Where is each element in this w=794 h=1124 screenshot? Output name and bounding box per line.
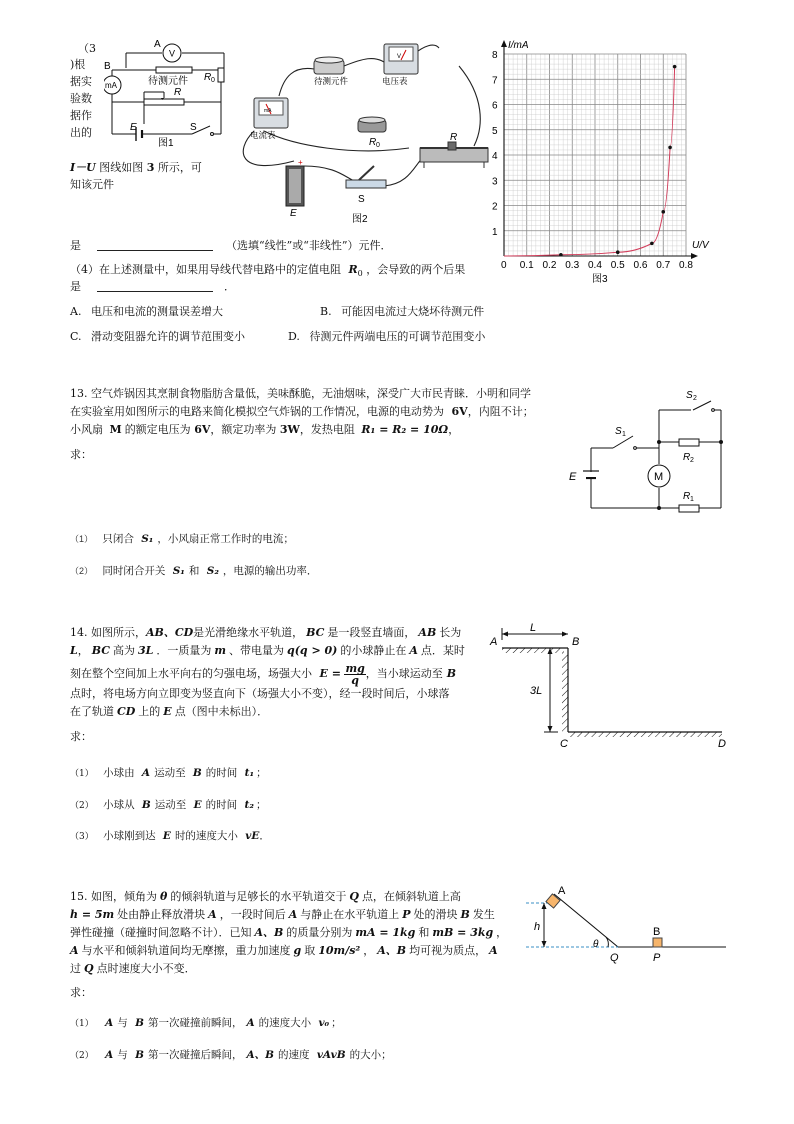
q12-fig1-r-label: R	[174, 87, 182, 98]
q15-text: ，一段时间后	[219, 908, 286, 921]
q12-fig1-b-label: B	[104, 61, 111, 72]
q14-text: 是一段竖直墙面，	[327, 626, 416, 639]
x-tick-label: 0.6	[633, 260, 648, 271]
q14-text: ，当小球运动至	[365, 667, 443, 680]
sub-sym: E	[162, 830, 171, 842]
sub-text: 小球由	[103, 767, 135, 779]
q13-fig-s1-sub: 1	[622, 431, 626, 438]
q14-text: 在了轨道	[70, 705, 114, 718]
iu-curve	[504, 67, 675, 256]
sub-symbol: S₁	[172, 565, 185, 577]
chart-caption: 图3	[592, 274, 608, 285]
q15-sym: Q	[84, 962, 94, 975]
q12-fig2-s-label: S	[358, 194, 365, 205]
q14-track-figure	[486, 616, 736, 752]
q15-text: 与静止在水平轨道上	[300, 908, 400, 921]
option-key: A.	[70, 305, 82, 318]
q12-fig1-caption: 图1	[158, 138, 174, 148]
sub-sym: A、B	[246, 1049, 274, 1061]
q14-sub3	[70, 827, 270, 846]
q12-shi: 是	[70, 239, 81, 252]
sub-number: （3）	[70, 832, 94, 842]
sub-text: 与	[117, 1017, 128, 1029]
q15-line1	[70, 888, 461, 906]
q12-fig2-r-label: R	[450, 132, 458, 143]
y-tick-label: 2	[492, 201, 498, 213]
sub-text: 的大小；	[349, 1049, 392, 1061]
sub-number: （1）	[70, 1019, 94, 1029]
q13-fig-s1-label: S	[615, 426, 622, 437]
q15-text: 均可视为质点，	[409, 944, 487, 957]
q15-text: 和	[418, 926, 430, 939]
x-tick-label: 0.4	[588, 260, 602, 271]
q15-text: 弹性碰撞（碰撞时间忽略不计）．已知	[70, 926, 252, 939]
sub-sym: A	[141, 767, 151, 779]
q15-fig-h-label: h	[534, 921, 541, 933]
sub-mid: 和	[188, 565, 200, 577]
q13-line1: 13. 空气炸锅因其烹制食物脂肪含量低，美味酥脆，无油烟味，深受广大市民青睐．小明和同学	[70, 387, 531, 400]
q12-fig1-element-label: 待测元件	[148, 76, 188, 87]
q14-fig-c-label: C	[560, 738, 568, 750]
x-tick-label: 0.3	[565, 260, 580, 271]
sub-text: 小球刚到达	[103, 830, 156, 842]
q14-sym: q(q > 0)	[287, 644, 338, 657]
q13-rated-v: 6V	[194, 423, 211, 436]
q15-line3	[70, 924, 507, 942]
q12-option-c[interactable]	[70, 328, 245, 346]
option-text: 电压和电流的测量误差增大	[90, 305, 223, 318]
q12-fig2-voltmeter-label: 电压表	[382, 76, 408, 86]
q12-part4-end: ．	[224, 280, 235, 293]
q13-fan-m: M	[109, 423, 122, 436]
sub-text: 的速度大小	[258, 1017, 312, 1029]
q14-line4: 点时，将电场方向立即变为竖直向下（场强大小不变），经一段时间后，小球落	[70, 687, 450, 700]
q14-text: 长为	[439, 626, 462, 639]
q15-fig-a-label: A	[558, 886, 566, 897]
q12-fig2-r0-label: R	[369, 137, 377, 148]
q14-line2	[70, 642, 465, 660]
q13-fig-r2-label: R	[683, 452, 691, 463]
q12-fig1-r0-sub: 0	[211, 77, 215, 84]
sub-text: ；	[331, 1017, 342, 1029]
q15-sym: A、B	[377, 944, 407, 957]
sub-number: （2）	[70, 801, 94, 811]
q14-text: 点．某时	[420, 644, 465, 657]
sub-text: 运动至	[154, 799, 187, 811]
sub-number: （1）	[70, 534, 94, 544]
q14-text: 上的	[138, 705, 161, 718]
sub-sym: t₂	[244, 799, 254, 811]
sub-text: 的时间	[205, 799, 238, 811]
q12-fig1-ma-label: mA	[105, 81, 117, 90]
q12-shi-line	[70, 237, 392, 255]
q15-incline-figure	[526, 886, 730, 966]
q13-fig-s2-label: S	[686, 390, 693, 401]
option-text: 待测元件两端电压的可调节范围变小	[309, 330, 486, 343]
q15-text: ，	[496, 926, 508, 939]
q14-sym: CD	[117, 705, 136, 718]
sub-text: 只闭合	[102, 533, 134, 545]
q14-line3	[70, 662, 456, 686]
q13-fig-r1-sub: 1	[690, 496, 694, 503]
sub-sym: B	[135, 1049, 144, 1061]
fig2-rheostat-icon	[420, 142, 488, 168]
fig2-voltmeter-icon	[384, 44, 418, 74]
q13-fig-m-label: M	[654, 471, 664, 483]
q14-fig-a-label: A	[490, 636, 498, 648]
q12-fig1-a-label: A	[154, 39, 161, 50]
q13-line2-text: 在实验室用如图所示的电路来简化模拟空气炸锅的工作情况，电源的电动势为	[70, 405, 444, 418]
q13-heat-pre: ，发热电阻	[299, 423, 355, 436]
y-tick-label: 8	[492, 50, 498, 61]
q14-text: 高为	[113, 644, 135, 657]
sub-text: 小球从	[103, 799, 135, 811]
q13-fig-r1-label: R	[683, 491, 691, 502]
q12-fig1-r0-label: R	[204, 72, 212, 83]
q14-text: ，	[77, 644, 89, 657]
q15-line5	[70, 960, 196, 978]
y-tick-label: 6	[492, 100, 498, 112]
sub-sym: A	[105, 1017, 114, 1029]
q15-sym: A、B	[254, 926, 284, 939]
sub-sym: vAvB	[316, 1049, 346, 1061]
svg-text:+: +	[298, 158, 303, 167]
q12-figure1-circuit	[104, 36, 234, 148]
q15-text: ，	[363, 944, 375, 957]
q14-text: 是光滑绝缘水平轨道，	[193, 626, 304, 639]
q14-text: 点（图中未标出）．	[174, 705, 269, 718]
q12-fig2-r0-sub: 0	[376, 142, 380, 149]
q14-fig-3l-label: 3L	[530, 685, 543, 697]
q15-fig-b-label: B	[653, 926, 661, 938]
q12-part4-text: （4）在上述测量中，如果用导线代替电路中的定值电阻	[70, 263, 341, 276]
q12-fig2-element-label: 待测元件	[314, 76, 349, 86]
q12-part4-line2	[70, 278, 235, 296]
q15-text: 发生	[472, 908, 495, 921]
q13-fig-e-label: E	[569, 471, 577, 483]
q12-iu-line	[70, 159, 202, 177]
q14-line5	[70, 703, 268, 721]
sub-symbol: S₁	[141, 533, 154, 545]
sub-text: 第一次碰撞前瞬间，	[147, 1017, 243, 1029]
sub-number: （2）	[70, 566, 94, 576]
q12-fig2-e-label: E	[290, 208, 297, 219]
q14-ask: 求：	[70, 730, 92, 743]
q14-sym: E	[163, 705, 172, 718]
q15-sub1	[70, 1014, 342, 1033]
q14-sub2	[70, 796, 266, 815]
q15-sym: h = 5m	[70, 908, 115, 921]
fraction-num: mg	[345, 661, 365, 675]
q15-fig-p-label: P	[653, 952, 661, 964]
fig2-r0-icon	[358, 117, 386, 132]
q14-sym: AB	[418, 626, 437, 639]
q12-option-b[interactable]	[320, 303, 484, 321]
q12-part3-line4: 据作	[70, 109, 92, 122]
q12-part3-line1: )根	[70, 58, 86, 71]
q15-line4	[70, 942, 498, 960]
sub-number: （2）	[70, 1051, 94, 1061]
q14-sym: A	[409, 644, 418, 657]
sub-sym: v₀	[318, 1017, 330, 1029]
q12-iu-tail: 图线如图	[99, 161, 144, 174]
q13-circuit-figure	[563, 386, 741, 516]
fig2-switch-icon	[346, 166, 386, 188]
q14-sym: BC	[306, 626, 325, 639]
q15-text: 取	[304, 944, 316, 957]
sub-text: 与	[117, 1049, 128, 1061]
q15-sym: 10m/s²	[318, 944, 361, 957]
q15-sub2	[70, 1046, 392, 1065]
chart-ylabel: I/mA	[508, 40, 529, 51]
sub-text: 时的速度大小	[174, 830, 238, 842]
q12-fig2-caption: 图2	[352, 214, 368, 225]
q12-part4-shi: 是	[70, 280, 81, 293]
q13-fig-s2-sub: 2	[693, 395, 697, 402]
q15-line2	[70, 906, 495, 924]
sub-sym: B	[141, 799, 151, 811]
q13-line3-text: 小风扇	[70, 423, 103, 436]
q12-fig2-ammeter-label: 电流表	[250, 130, 276, 140]
x-tick-label: 0.7	[656, 260, 671, 271]
sub-text: ．	[259, 830, 270, 842]
q12-part3-line3: 验数	[70, 92, 92, 105]
q14-line1	[70, 624, 461, 642]
data-point	[650, 242, 654, 246]
q14-text: ．一质量为	[156, 644, 212, 657]
q15-text: 点时速度大小不变．	[96, 962, 196, 975]
q14-fraction	[344, 663, 365, 686]
y-tick-label: 1	[492, 226, 498, 238]
sub-sym: B	[135, 1017, 144, 1029]
sub-text: ；	[255, 799, 267, 811]
fig2-battery-icon	[286, 158, 304, 206]
q15-text: 处的滑块	[413, 908, 458, 921]
y-tick-label: 5	[492, 125, 498, 137]
y-axis-arrow	[501, 40, 507, 47]
q14-sym: AB、CD	[146, 626, 194, 639]
q15-text: 点，在倾斜轨道上高	[361, 890, 461, 903]
q13-emf-tail: ，内阻不计；	[467, 405, 534, 418]
q15-sym: B	[460, 908, 470, 921]
q14-fig-d-label: D	[718, 738, 726, 750]
data-point	[616, 250, 620, 254]
q15-sym: A	[288, 908, 298, 921]
q15-sym: P	[402, 908, 411, 921]
x-axis-arrow	[691, 253, 698, 259]
sub-sym: B	[192, 767, 202, 779]
q14-sym: m	[214, 644, 227, 657]
q13-sub1	[70, 530, 294, 548]
x-tick-label: 0.1	[519, 260, 534, 271]
q13-ask: 求：	[70, 448, 92, 461]
q13-heat: R₁ = R₂ = 10Ω	[361, 423, 449, 436]
q15-text: 的质量分别为	[286, 926, 353, 939]
fig2-voltmeter-v: V	[397, 54, 402, 60]
q12-part3-label: （3	[78, 42, 96, 55]
q15-sym: mA = 1kg	[355, 926, 416, 939]
q14-text: 刻在整个空间加上水平向右的匀强电场，场强大小	[70, 667, 312, 680]
q12-line2: 知该元件	[70, 178, 114, 191]
q15-text: 的倾斜轨道与足够长的水平轨道交于	[170, 890, 347, 903]
q14-text: 的小球静止在	[340, 644, 407, 657]
sub-symbol2: S₂	[206, 565, 219, 577]
q12-figure2-apparatus	[234, 36, 494, 228]
sub-text: 运动至	[154, 767, 186, 779]
q15-text: 15. 如图，倾角为	[70, 890, 157, 903]
q13-line3	[70, 421, 459, 439]
q12-iu-tail2: 所示，可	[157, 161, 202, 174]
sub-sym: A	[246, 1017, 255, 1029]
q12-part4-r0-sub: 0	[357, 269, 363, 279]
sub-text: 同时闭合开关	[102, 565, 166, 577]
q12-fig1-v-label: V	[169, 48, 176, 59]
q14-fig-b-label: B	[572, 636, 580, 648]
q12-part4-r0: R	[348, 263, 358, 276]
q15-sym: g	[293, 944, 302, 957]
q12-part3-line2: 据实	[70, 75, 92, 88]
q14-text: 、带电量为	[229, 644, 285, 657]
q12-option-a[interactable]	[70, 303, 223, 321]
q14-sym: E =	[319, 667, 341, 680]
q12-part4-tail: ，会导致的两个后果	[366, 263, 466, 276]
q13-rated-v-pre: 的额定电压为	[124, 423, 191, 436]
q15-sym: A	[70, 944, 79, 957]
sub-tail: ，小风扇正常工作时的电流；	[157, 533, 294, 545]
option-text: 滑动变阻器允许的调节范围变小	[91, 330, 246, 343]
q13-heat-tail: ，	[448, 423, 460, 436]
q12-fig1-e-label: E	[130, 122, 137, 133]
q14-sym: L	[70, 644, 78, 657]
q15-text: 过	[70, 962, 81, 975]
q15-fig-q-label: Q	[610, 952, 619, 964]
q14-text: 14. 如图所示，	[70, 626, 146, 639]
q13-rated-p: 3W	[279, 423, 300, 436]
q12-consequence-blank[interactable]	[97, 279, 213, 292]
y-tick-label: 7	[492, 75, 498, 87]
sub-sym: t₁	[244, 767, 255, 779]
x-tick-label: 0.5	[610, 260, 625, 271]
data-point	[668, 146, 672, 150]
y-tick-label: 3	[492, 176, 498, 188]
q13-fig-r2-sub: 2	[690, 457, 694, 464]
data-point	[661, 210, 665, 214]
sub-text: 第一次碰撞后瞬间，	[147, 1049, 243, 1061]
x-tick-label: 0	[501, 260, 507, 271]
q15-text: 与水平和倾斜轨道间均无摩擦，重力加速度	[81, 944, 291, 957]
q15-sym: mB = 3kg	[432, 926, 494, 939]
q14-sym: BC	[91, 644, 110, 657]
q15-text: 处由静止释放滑块	[117, 908, 206, 921]
sub-text: 的时间	[205, 767, 238, 779]
q13-line2	[70, 403, 534, 421]
q14-fig-l-label: L	[530, 622, 537, 634]
q13-rated-p-pre: ，额定功率为	[210, 423, 277, 436]
q15-fig-theta-label: θ	[593, 939, 599, 950]
y-tick-label: 4	[492, 151, 498, 162]
fraction-den: q	[351, 673, 359, 687]
q15-sym: A	[208, 908, 217, 921]
q12-fig3-ref: 3	[146, 161, 155, 174]
q14-sub1	[70, 764, 267, 783]
sub-text: ；	[256, 767, 267, 779]
fig2-element-icon	[314, 57, 344, 74]
q14-sym: B	[446, 667, 457, 680]
x-tick-label: 0.8	[679, 260, 693, 271]
q12-figure3-iu-chart	[490, 34, 710, 290]
fig2-ammeter-ma: mA	[264, 108, 272, 114]
option-text: 可能因电流过大烧坏待测元件	[341, 305, 485, 318]
sub-sym: vE	[245, 830, 260, 842]
sub-sym: E	[193, 799, 202, 811]
option-key: D.	[288, 330, 300, 343]
q13-sub2	[70, 562, 317, 580]
option-key: B.	[320, 305, 332, 318]
fig2-ammeter-icon	[254, 98, 288, 128]
sub-tail: ，电源的输出功率．	[222, 565, 318, 577]
sub-text: 的速度	[277, 1049, 310, 1061]
data-point	[673, 65, 677, 69]
q12-select-text: （选填“线性”或“非线性”）元件．	[226, 239, 392, 252]
q15-sym: Q	[349, 890, 359, 903]
q12-fig1-s-label: S	[190, 122, 197, 133]
chart-xlabel: U/V	[692, 240, 709, 251]
q13-emf: 6V	[451, 405, 468, 418]
q12-iu-symbol: I－U	[70, 161, 96, 174]
q12-linearity-blank[interactable]	[97, 238, 213, 251]
option-key: C.	[70, 330, 82, 343]
q12-part3-line5: 出的	[70, 126, 92, 139]
q14-sym: 3L	[138, 644, 154, 657]
q12-option-d[interactable]	[288, 328, 485, 346]
sub-number: （1）	[70, 769, 94, 779]
sub-sym: A	[105, 1049, 114, 1061]
x-tick-label: 0.2	[542, 260, 557, 271]
q15-ask: 求：	[70, 986, 92, 999]
data-point	[559, 253, 563, 257]
q15-sym: A	[489, 944, 498, 957]
q15-sym: θ	[160, 890, 168, 903]
